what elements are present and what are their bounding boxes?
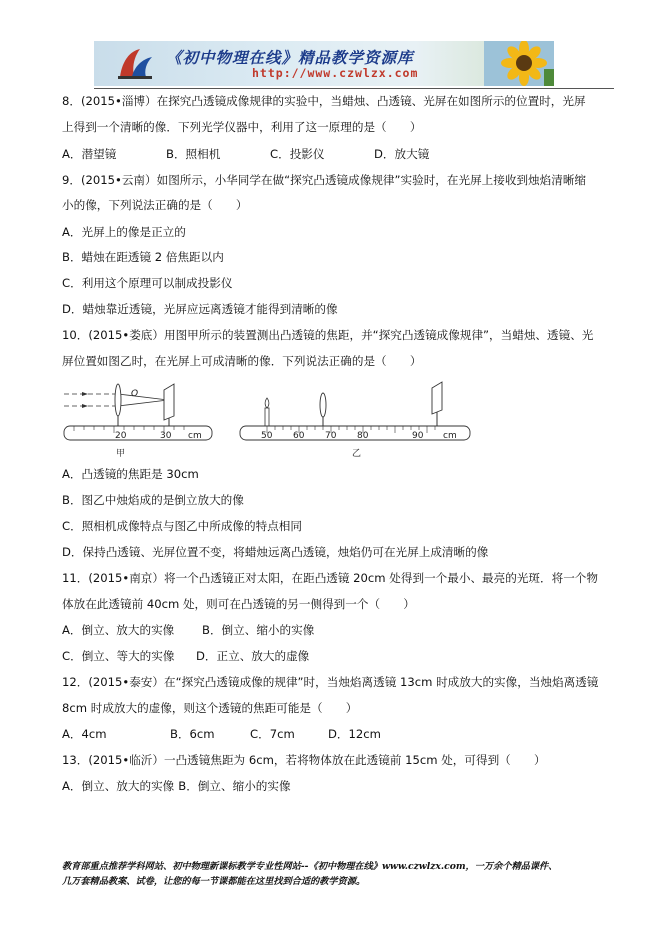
q10-option-d: D．保持凸透镜、光屏位置不变，将蜡烛远离凸透镜，烛焰仍可在光屏上成清晰的像 (62, 545, 489, 559)
site-logo-icon (116, 47, 156, 81)
q11-option-c: C．倒立、等大的实像 (62, 649, 175, 663)
q8-option-c: C．投影仪 (270, 147, 325, 161)
footer-line1: 教育部重点推荐学科网站、初中物理新课标教学专业性网站--《初中物理在线》www.czwlzx.com，一万余个精品课件、 (62, 861, 558, 872)
q10-stem-line2: 屏位置如图乙时，在光屏上可成清晰的像．下列说法正确的是（ ） (62, 354, 422, 368)
q11-option-a: A．倒立、放大的实像 (62, 623, 175, 637)
q9-stem-line2: 小的像，下列说法正确的是（ ） (62, 198, 248, 212)
figure-yi-tick-70: 70 (325, 431, 337, 441)
figure-jia-caption: 甲 (116, 449, 126, 459)
q13-options (62, 779, 291, 794)
q13-option-b: B．倒立、缩小的实像 (178, 779, 291, 793)
q9-option-b: B．蜡烛在距透镜 2 倍焦距以内 (62, 250, 224, 264)
figure-yi (236, 378, 474, 458)
q9-option-d: D．蜡烛靠近透镜，光屏应远离透镜才能得到清晰的像 (62, 302, 338, 316)
q10-stem-line1: 10．(2015•娄底）用图甲所示的装置测出凸透镜的焦距，并“探究凸透镜成像规律”，当蜡烛、透镜、光 (62, 328, 594, 342)
sunflower-icon (484, 41, 554, 86)
q12-option-a: A．4cm (62, 727, 107, 741)
q9-option-c: C．利用这个原理可以制成投影仪 (62, 276, 233, 290)
figure-jia (60, 378, 218, 458)
q11-stem-line2: 体放在此透镜前 40cm 处，则可在凸透镜的另一侧得到一个（ ） (62, 597, 415, 611)
q9-stem-line1: 9．(2015•云南）如图所示，小华同学在做“探究凸透镜成像规律”实验时，在光屏上接收到烛焰清晰缩 (62, 173, 587, 187)
figure-yi-tick-90: 90 (412, 431, 424, 441)
header-banner (94, 41, 554, 86)
header-rule (94, 88, 614, 89)
q11-options-row1 (62, 623, 314, 638)
footer-line2: 几万套精品教案、试卷，让您的每一节课都能在这里找到合适的教学资源。 (62, 876, 366, 887)
q8-option-b: B．照相机 (166, 147, 221, 161)
q12-option-d: D．12cm (328, 727, 381, 741)
q12-option-b: B．6cm (170, 727, 215, 741)
figure-yi-tick-50: 50 (261, 431, 273, 441)
q8-options (62, 147, 429, 162)
q12-option-c: C．7cm (250, 727, 295, 741)
figure-jia-tick-unit: cm (188, 431, 202, 441)
figure-yi-tick-unit: cm (443, 431, 457, 441)
q9-option-a: A．光屏上的像是正立的 (62, 225, 186, 239)
figure-yi-tick-60: 60 (293, 431, 305, 441)
figure-jia-tick-30: 30 (160, 431, 172, 441)
q13-option-a: A．倒立、放大的实像 (62, 779, 175, 793)
q11-option-d: D．正立、放大的虚像 (196, 649, 310, 663)
q13-stem-line1: 13．(2015•临沂）一凸透镜焦距为 6cm，若将物体放在此透镜前 15cm 处，可得到（ ） (62, 753, 546, 767)
figure-yi-caption: 乙 (352, 449, 362, 459)
figure-jia-focus-label: O (131, 389, 139, 399)
q11-options-row2 (62, 649, 309, 664)
q10-option-c: C．照相机成像特点与图乙中所成像的特点相同 (62, 519, 302, 533)
q12-stem-line2: 8cm 时成放大的虚像，则这个透镜的焦距可能是（ ） (62, 701, 358, 715)
q8-option-a: A．潜望镜 (62, 147, 117, 161)
q10-option-b: B．图乙中烛焰成的是倒立放大的像 (62, 493, 244, 507)
q8-stem-line2: 上得到一个清晰的像．下列光学仪器中，利用了这一原理的是（ ） (62, 120, 422, 134)
q11-option-b: B．倒立、缩小的实像 (202, 623, 315, 637)
q12-stem-line1: 12．(2015•泰安）在“探究凸透镜成像的规律”时，当烛焰离透镜 13cm 时成放大的实像，当烛焰离透镜 (62, 675, 599, 689)
q12-options (62, 727, 381, 742)
header-title: 《初中物理在线》精品教学资源库 (166, 48, 414, 67)
header-url[interactable]: http://www.czwlzx.com (252, 66, 419, 80)
figure-yi-tick-80: 80 (357, 431, 369, 441)
q10-option-a: A．凸透镜的焦距是 30cm (62, 467, 199, 481)
q11-stem-line1: 11．(2015•南京）将一个凸透镜正对太阳，在距凸透镜 20cm 处得到一个最小、最亮的光斑．将一个物 (62, 571, 598, 585)
figure-jia-tick-20: 20 (115, 431, 127, 441)
q8-option-d: D．放大镜 (374, 147, 430, 161)
q8-stem-line1: 8．(2015•淄博）在探究凸透镜成像规律的实验中，当蜡烛、凸透镜、光屏在如图所示的位置时，光屏 (62, 94, 586, 108)
